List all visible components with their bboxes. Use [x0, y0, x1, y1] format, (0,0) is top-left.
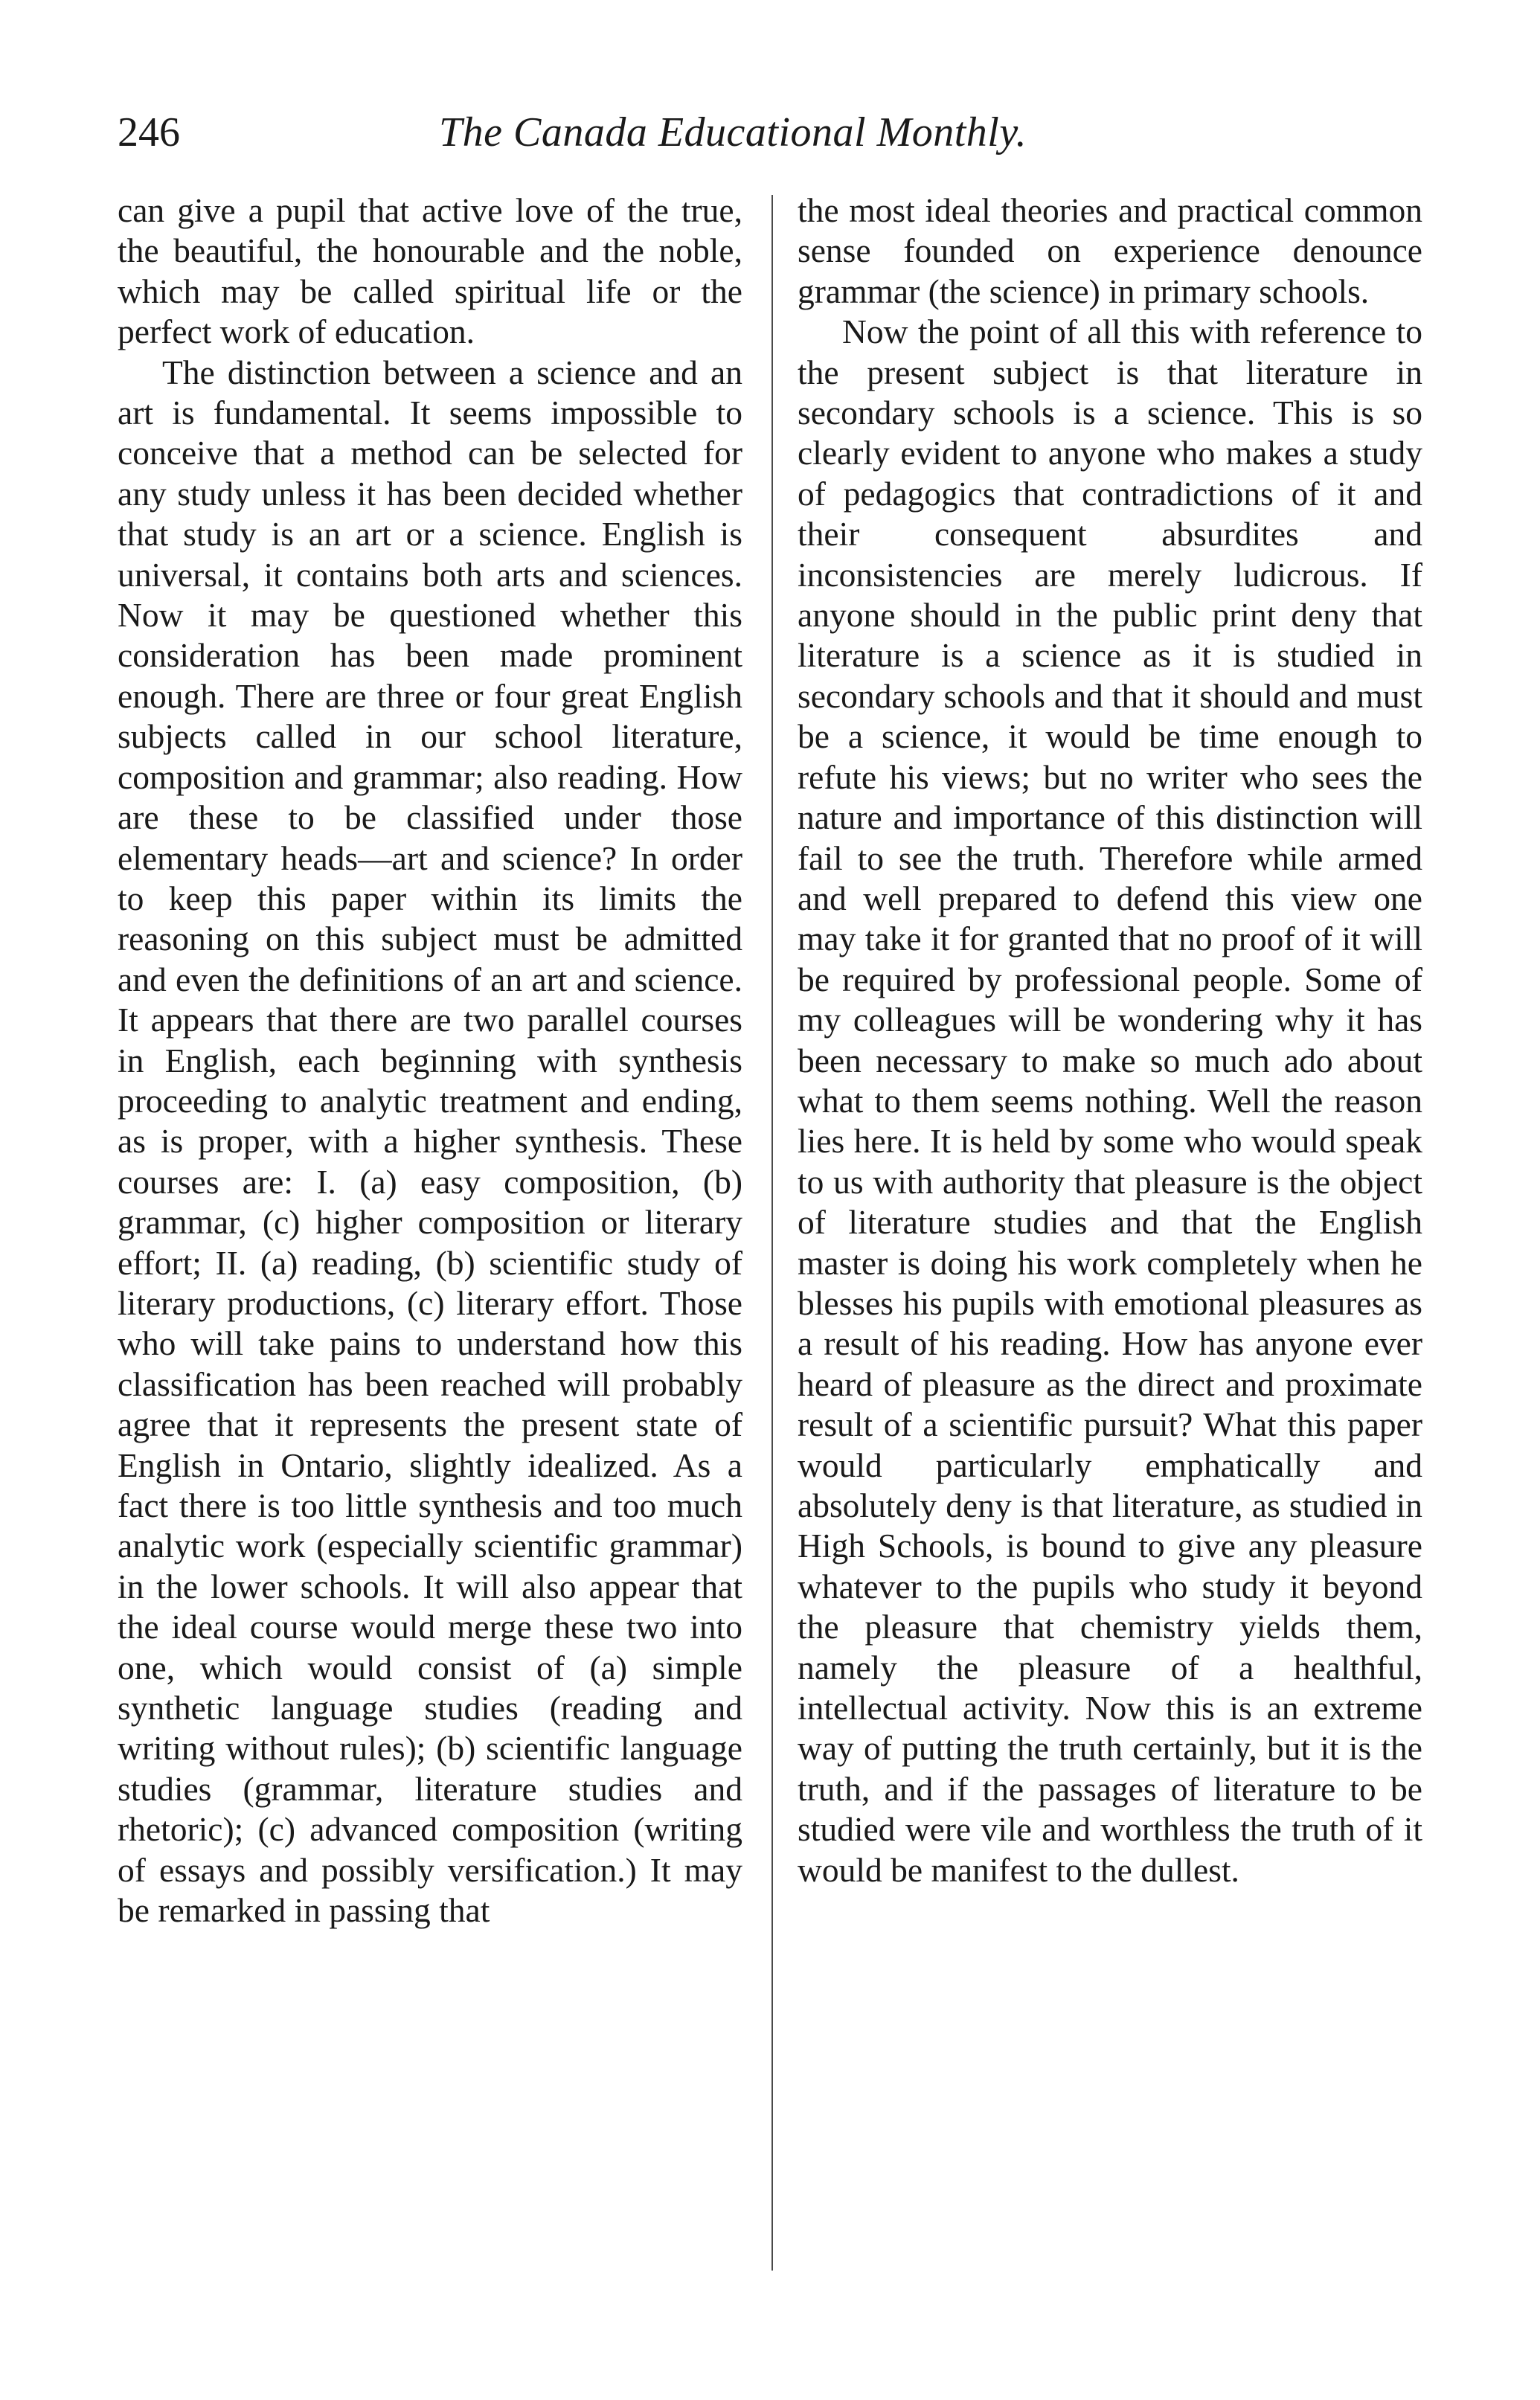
right-paragraph-2: Now the point of all this with reference to the present subject is that literature in secondary schools is a science. This is so clearly evident to anyone who makes a study of pedagogics that contradictions of it and their consequent absurdites and inconsistencies are merely ludicrous. If anyone should in the public print deny that literature is a science as it is studied in secondary schools and that it should and must be a science, it would be time enough to refute his views; but no writer who sees the nature and importance of this distinction will fail to see the truth. Therefore while armed and well prepared to defend this view one may take it for granted that no proof of it will be required by professional people. Some of my colleagues will be wondering why it has been necessary to make so much ado about what to them seems nothing. Well the reason lies here. It is held by some who would speak to us with authority that pleasure is the object of literature studies and that the English master is doing his work completely when he blesses his pupils with emotional pleasures as a result of his reading. How has anyone ever heard of pleasure as the direct and proximate result of a scientific pursuit? What this paper would particularly emphatically and absolutely deny is that literature, as studied in High Schools, is bound to give any pleasure whatever to the pupils who study it beyond the pleasure that chemistry yields them, namely the pleasure of a healthful, intellectual activity. Now this is an extreme way of putting the truth certainly, but it is the truth, and if the passages of literature to be studied were vile and worthless the truth of it would be manifest to the dullest.	[798, 312, 1422, 1889]
left-column	[118, 190, 742, 1931]
column-divider	[771, 195, 773, 2271]
left-paragraph-2: The distinction between a science and an art is fundamental. It seems impossible to conceive that a method can be selected for any study unless it has been decided whether that study is an art or a science. English is universal, it contains both arts and sciences. Now it may be questioned whether this consideration has been made prominent enough. There are three or four great English subjects called in our school literature, composition and grammar; also reading. How are these to be classified under those elementary heads—art and science? In order to keep this paper within its limits the reasoning on this subject must be admitted and even the definitions of an art and science. It appears that there are two parallel courses in English, each beginning with synthesis proceeding to analytic treatment and ending, as is proper, with a higher synthesis. These courses are: I. (a) easy composition, (b) grammar, (c) higher composition or literary effort; II. (a) reading, (b) scientific study of literary productions, (c) literary effort. Those who will take pains to understand how this classification has been reached will probably agree that it represents the present state of English in Ontario, slightly idealized. As a fact there is too little synthesis and too much analytic work (especially scientific grammar) in the lower schools. It will also appear that the ideal course would merge these two into one, which would consist of (a) simple synthetic language studies (reading and writing without rules); (b) scientific language studies (grammar, literature studies and rhetoric); (c) advanced composition (writing of essays and possibly versification.) It may be remarked in passing that	[118, 353, 742, 1930]
right-paragraph-1: the most ideal theories and practical common sense founded on experience denounce grammar (the science) in primary schools.	[798, 191, 1422, 310]
left-paragraph-1: can give a pupil that active love of the true, the beautiful, the honourable and the noble, which may be called spiritual life or the perfect work of education.	[118, 191, 742, 351]
page-number: 246	[118, 109, 180, 155]
page-header	[0, 103, 1540, 162]
running-title: The Canada Educational Monthly.	[439, 109, 1027, 155]
right-column	[798, 190, 1422, 1890]
